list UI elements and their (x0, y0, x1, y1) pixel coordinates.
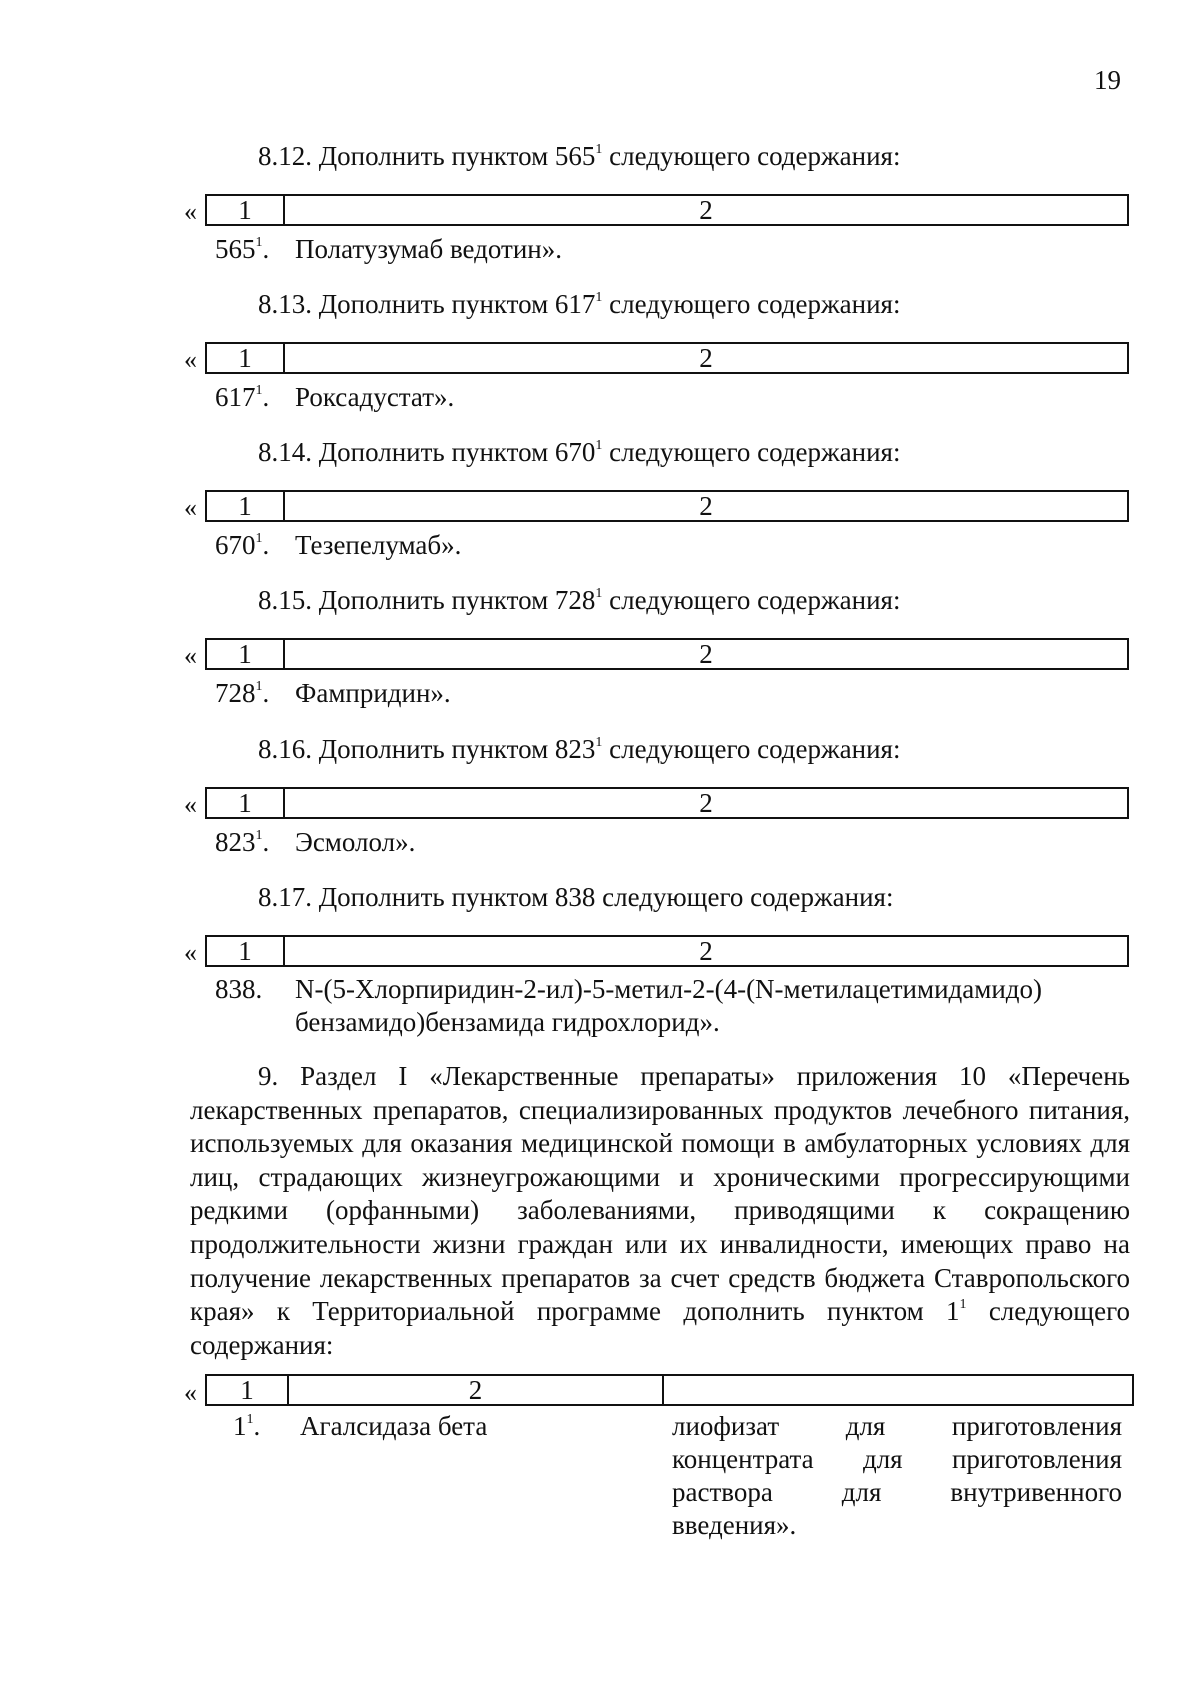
entry-drug-name: Агалсидаза бета (300, 1411, 488, 1441)
table-header-col1: 1 (205, 787, 285, 819)
entry-number-superscript: 1 (255, 679, 263, 694)
heading-superscript: 1 (595, 438, 603, 453)
section-9-text-suffix: следующего содержания: (190, 1296, 1130, 1360)
entry-number-dot: . (262, 382, 270, 412)
entry-number-dot: . (253, 1411, 261, 1441)
opening-quote: « (184, 790, 197, 819)
amendment-heading-8-13 (258, 288, 900, 320)
entry-number-dot: . (262, 234, 270, 264)
table-header-col2: 2 (283, 342, 1129, 374)
entry-name: Тезепелумаб». (295, 530, 462, 560)
table-header-col2: 2 (283, 935, 1129, 967)
entry-name-line1: N-(5-Хлорпиридин-2-ил)-5-метил-2-(4-(N-метилацетимидамидо) (295, 974, 1043, 1004)
heading-text-suffix: следующего содержания: (602, 585, 901, 615)
amendment-heading-8-12 (258, 140, 900, 172)
section-9-paragraph (190, 1060, 1130, 1362)
entry-name: Эсмолол». (295, 827, 416, 857)
table-header-col2: 2 (283, 490, 1129, 522)
entry-number-dot: . (262, 678, 270, 708)
heading-text: 8.13. Дополнить пунктом 617 (258, 289, 596, 319)
section-9-superscript: 1 (959, 1297, 967, 1313)
entry-number (233, 1410, 260, 1442)
entry-number (215, 677, 269, 709)
entry-number (215, 529, 269, 561)
opening-quote: « (184, 938, 197, 967)
heading-text: 8.12. Дополнить пунктом 565 (258, 141, 596, 171)
entry-number-superscript: 1 (255, 828, 263, 843)
entry-number-dot: . (262, 827, 270, 857)
entry-number-value: 1 (233, 1411, 247, 1441)
amendment-heading-8-14 (258, 436, 900, 468)
table-header-col1: 1 (205, 935, 285, 967)
entry-number-value: 728 (215, 678, 256, 708)
table-header-col1: 1 (205, 194, 285, 226)
table-header-col3 (662, 1374, 1134, 1406)
heading-superscript: 1 (595, 290, 603, 305)
heading-text-suffix: следующего содержания: (602, 437, 901, 467)
entry-number-value: 617 (215, 382, 256, 412)
section-9-text: 9. Раздел I «Лекарственные препараты» приложения 10 «Перечень лекарственных препаратов, специализированных продуктов лечебного питания, используемых для оказания медицинской помощи в амбулаторных условиях для лиц, страдающих жизнеугрожающими и хроническими прогрессирующими редкими (орфанными) заболеваниями, приводящими к сокращению продолжительности жизни граждан или их инвалидности, имеющих право на получение лекарственных препаратов за счет средств бюджета Ставропольского края» к Территориальной программе дополнить пунктом 1 (190, 1061, 1130, 1327)
opening-quote: « (184, 641, 197, 670)
heading-text-suffix: следующего содержания: (602, 289, 901, 319)
entry-number-value: 565 (215, 234, 256, 264)
heading-text: 8.15. Дополнить пунктом 728 (258, 585, 596, 615)
entry-name: Фампридин». (295, 678, 451, 708)
entry-name: Роксадустат». (295, 382, 455, 412)
entry-number (215, 381, 269, 413)
opening-quote: « (184, 493, 197, 522)
entry-number-superscript: 1 (255, 383, 263, 398)
amendment-heading-8-16 (258, 733, 900, 765)
entry-number-value: 670 (215, 530, 256, 560)
entry-dosage-form: лиофизат для приготовления концентрата для приготовления раствора для внутривенного введения». (672, 1411, 1122, 1540)
entry-number: 838. (215, 974, 263, 1004)
table-header-col2: 2 (283, 638, 1129, 670)
entry-number-superscript: 1 (246, 1412, 254, 1427)
heading-text-suffix: следующего содержания: (602, 141, 901, 171)
heading-text-suffix: следующего содержания: (602, 734, 901, 764)
heading-superscript: 1 (595, 735, 603, 750)
table-header-col1: 1 (205, 342, 285, 374)
opening-quote: « (184, 345, 197, 374)
page-number: 19 (1094, 65, 1121, 95)
entry-number-value: 823 (215, 827, 256, 857)
entry-name-line2: бензамидо)бензамида гидрохлорид». (295, 1007, 720, 1037)
opening-quote: « (184, 197, 197, 226)
entry-number-dot: . (262, 530, 270, 560)
table-header-col1: 1 (205, 1374, 289, 1406)
table-header-col2: 2 (283, 194, 1129, 226)
table-header-col1: 1 (205, 490, 285, 522)
heading-superscript: 1 (595, 142, 603, 157)
amendment-heading-8-15 (258, 584, 900, 616)
entry-number (215, 233, 269, 265)
heading-text: 8.14. Дополнить пунктом 670 (258, 437, 596, 467)
table-header-col2: 2 (283, 787, 1129, 819)
table-header-col2: 2 (287, 1374, 664, 1406)
heading-superscript: 1 (595, 586, 603, 601)
heading-text: 8.16. Дополнить пунктом 823 (258, 734, 596, 764)
entry-name: Полатузумаб ведотин». (295, 234, 563, 264)
table-header-col1: 1 (205, 638, 285, 670)
entry-number-superscript: 1 (255, 531, 263, 546)
opening-quote: « (184, 1378, 197, 1407)
entry-number-superscript: 1 (255, 235, 263, 250)
amendment-heading-8-17: 8.17. Дополнить пунктом 838 следующего содержания: (258, 882, 894, 912)
entry-number (215, 826, 269, 858)
